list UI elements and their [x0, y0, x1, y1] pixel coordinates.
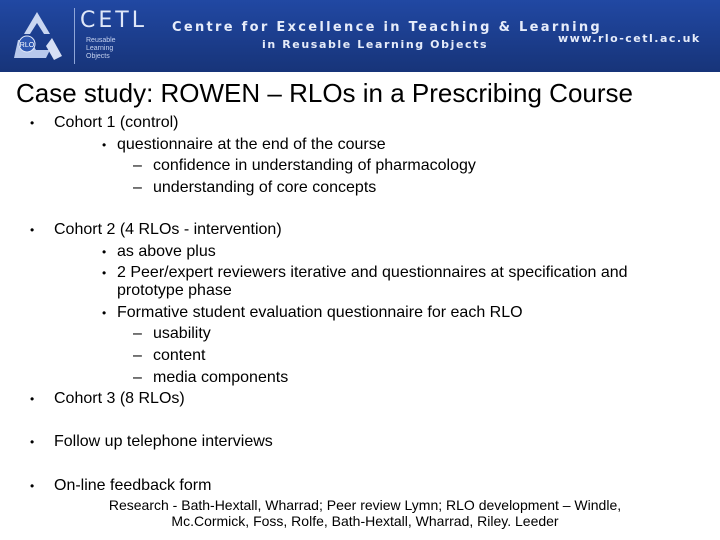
bullet-marker: • [30, 392, 35, 406]
dash-marker: – [133, 157, 142, 174]
sub-item-usability: usability [153, 325, 211, 342]
sub-bullet-peer-review-cont: prototype phase [117, 282, 232, 299]
dash-marker: – [133, 325, 142, 342]
bullet-marker: • [30, 116, 35, 130]
dash-marker: – [133, 179, 142, 196]
banner-subtitle: in Reusable Learning Objects [262, 38, 489, 51]
credits [60, 497, 670, 529]
sub-item-confidence: confidence in understanding of pharmacology [153, 157, 476, 174]
slide-title: Case study: ROWEN – RLOs in a Prescribing Course [16, 78, 633, 108]
sub-item-content: content [153, 347, 206, 364]
credits-line: Mc.Cormick, Foss, Rolfe, Bath-Hextall, Wharrad, Riley. Leeder [171, 513, 559, 529]
logo-sub-line: Learning [86, 45, 114, 52]
sub-bullet-formative: Formative student evaluation questionnaire for each RLO [117, 304, 523, 321]
sub-bullet-peer-review: 2 Peer/expert reviewers iterative and questionnaires at specification and [117, 264, 628, 281]
bullet-marker: • [30, 479, 35, 493]
credits-line: Research - Bath-Hextall, Wharrad; Peer review Lymn; RLO development – Windle, [108, 497, 622, 513]
bullet-marker: • [30, 223, 35, 237]
website-url: www.rlo-cetl.ac.uk [558, 32, 701, 45]
bullet-marker: • [102, 245, 107, 259]
sub-item-media: media components [153, 369, 289, 386]
sub-bullet-as-above: as above plus [117, 243, 216, 260]
logo-text: CETL [80, 8, 147, 33]
bullet-cohort-2: Cohort 2 (4 RLOs - intervention) [54, 221, 282, 238]
dash-marker: – [133, 347, 142, 364]
dash-marker: – [133, 369, 142, 386]
bullet-marker: • [102, 138, 107, 152]
bullet-follow-up: Follow up telephone interviews [54, 433, 273, 450]
sub-bullet-questionnaire: questionnaire at the end of the course [117, 136, 386, 153]
bullet-marker: • [102, 306, 107, 320]
bullet-marker: • [30, 435, 35, 449]
bullet-cohort-3: Cohort 3 (8 RLOs) [54, 390, 185, 407]
bullet-online-feedback: On-line feedback form [54, 477, 212, 494]
sub-item-core-concepts: understanding of core concepts [153, 179, 377, 196]
logo-sub-line: Objects [86, 53, 110, 60]
bullet-marker: • [102, 266, 107, 280]
banner-title: Centre for Excellence in Teaching & Learning [172, 20, 603, 35]
logo-sub-line: Reusable [86, 37, 116, 44]
logo-badge: RLO [19, 42, 35, 49]
bullet-cohort-1: Cohort 1 (control) [54, 114, 179, 131]
